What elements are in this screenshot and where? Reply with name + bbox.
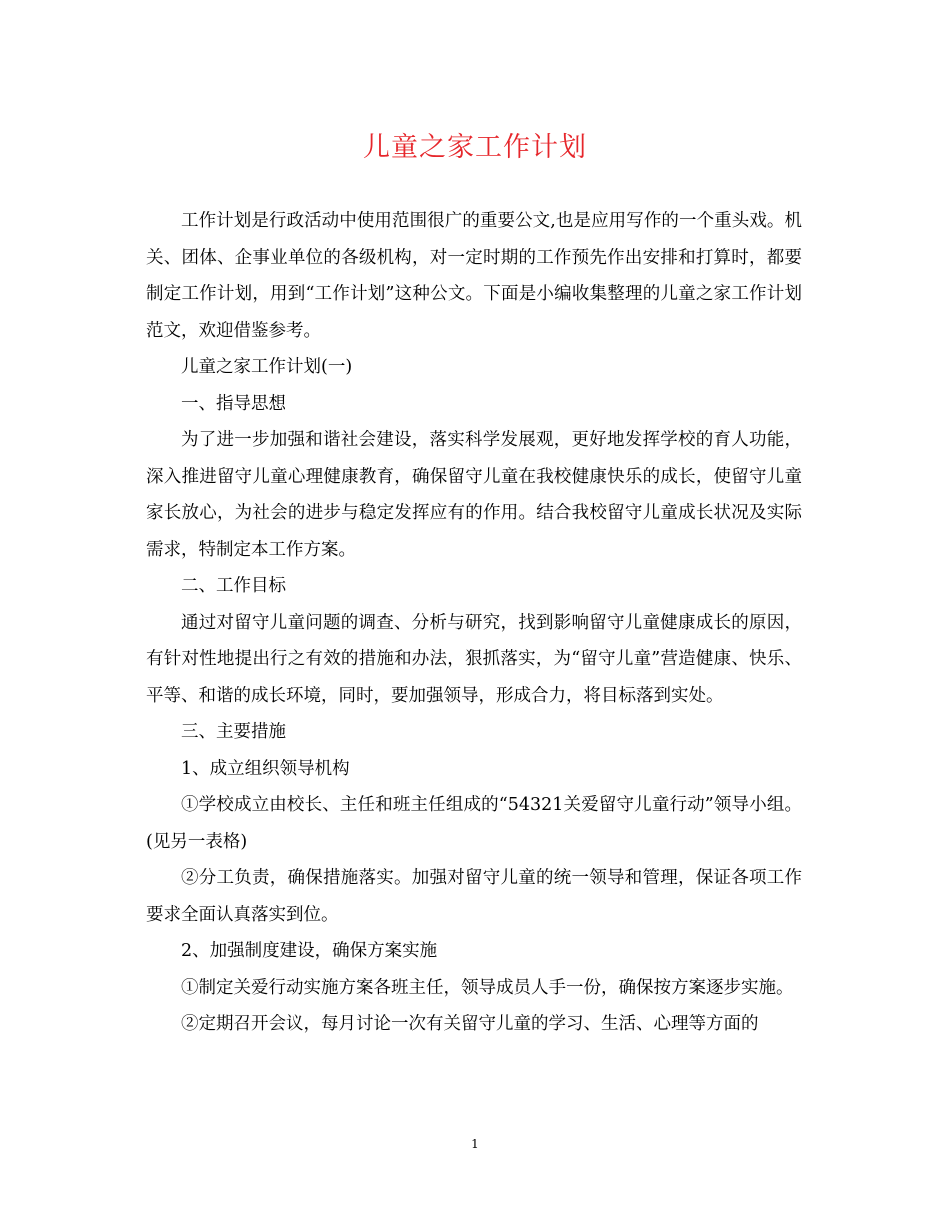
section-heading-plan-one: 儿童之家工作计划(一) [181,357,353,377]
section-heading-guiding-ideology: 一、指导思想 [181,393,286,414]
paragraph-intro: 工作计划是行政活动中使用范围很广的重要公文,也是应用写作的一个重头戏。机关、团体、企事业单位的各级机构，对一定时期的工作预先作出安排和打算时，都要制定工作计划，用到“工作计划”这种公文。下面是小编收集整理的儿童之家工作计划范文，欢迎借鉴参考。 [146,211,802,341]
section-heading-main-measures: 三、主要措施 [181,722,286,742]
subheading-system-building: 2、加强制度建设，确保方案实施 [181,941,438,961]
paragraph-work-goals: 通过对留守儿童问题的调查、分析与研究，找到影响留守儿童健康成长的原因，有针对性地提出行之有效的措施和办法，狠抓落实，为“留守儿童”营造健康、快乐、平等、和谐的成长环境，同时，要加强领导，形成合力，将目标落到实处。 [146,612,802,706]
section-heading-work-goals: 二、工作目标 [181,576,286,596]
document-title: 儿童之家工作计划 [363,132,587,163]
paragraph-guiding-ideology: 为了进一步加强和谐社会建设，落实科学发展观，更好地发挥学校的育人功能，深入推进留守儿童心理健康教育，确保留守儿童在我校健康快乐的成长，使留守儿童家长放心，为社会的进步与稳定发挥应有的作用。结合我校留守儿童成长状况及实际需求，特制定本工作方案。 [146,430,802,560]
list-item-implementation-plan: ①制定关爱行动实施方案各班主任，领导成员人手一份，确保按方案逐步实施。 [181,977,794,998]
list-item-regular-meetings: ②定期召开会议，每月讨论一次有关留守儿童的学习、生活、心理等方面的 [181,1014,759,1034]
list-item-leadership-group: ①学校成立由校长、主任和班主任组成的“54321关爱留守儿童行动”领导小组。(见另一表格) [146,795,802,852]
page-number: 1 [471,1137,479,1151]
document-body [146,203,802,1043]
subheading-organization: 1、成立组织领导机构 [181,758,350,779]
list-item-division-of-labor: ②分工负责，确保措施落实。加强对留守儿童的统一领导和管理，保证各项工作要求全面认真落实到位。 [146,868,802,925]
